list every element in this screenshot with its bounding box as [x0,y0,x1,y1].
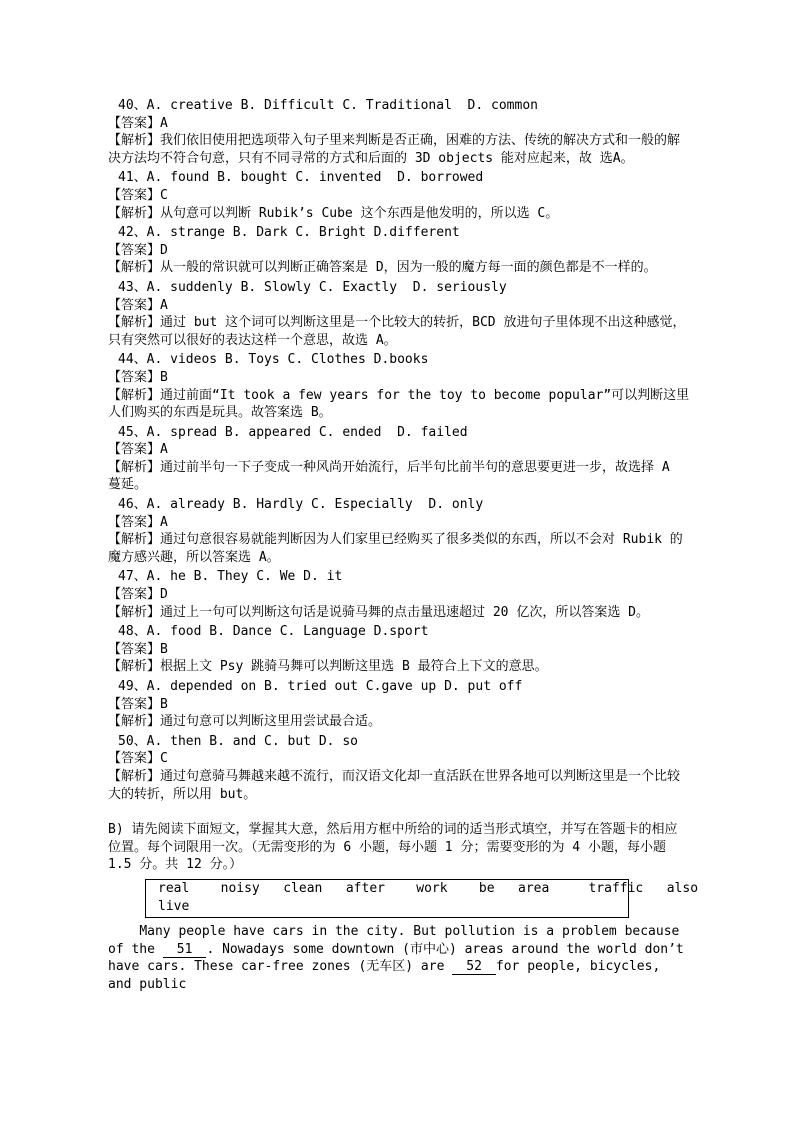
question-options-line: 44、A. videos B. Toys C. Clothes D.books [118,352,429,368]
answer-label: 【答案】 [108,514,161,530]
analysis-label: 【解析】 [108,459,161,475]
analysis-label: 【解析】 [108,604,161,620]
analysis-label: 【解析】 [108,768,161,784]
question-options-line: 48、A. food B. Dance C. Language D.sport [118,624,429,640]
analysis-text: 我们依旧使用把选项带入句子里来判断是否正确，困难的方法、传统的解决方式和一般的解决方法均不符合句意，只有不同寻常的方式和后面的 3D objects 能对应起来，故 选A。 [108,133,681,166]
passage-text: for people, bicycles, and public [108,959,669,992]
question-options-line: 45、A. spread B. appeared C. ended D. failed [118,424,468,440]
answer-value: A [160,115,168,131]
analysis-label: 【解析】 [108,714,161,730]
answer-value: A [160,514,168,530]
answer-label: 【答案】 [108,751,161,767]
section-b-instructions: B) 请先阅读下面短文，掌握其大意，然后用方框中所给的词的适当形式填空，并写在答题卡的相应位置。每个词限用一次。（无需变形的为 6 小题，每小题 1 分；需要变形的为 4 小题，每小题 1.5 分。共 12 分。） [108,822,678,873]
question-block-47 [108,568,690,621]
blank-52: 52 [452,959,496,975]
word-bank-box [145,879,699,918]
analysis-text: 通过 but 这个词可以判断这里是一个比较大的转折，BCD 放进句子里体现不出这种感觉，只有突然可以很好的表达这样一个意思，故选 A。 [108,315,686,348]
question-options-line: 40、A. creative B. Difficult C. Traditional D. common [118,98,538,113]
word-bank-row-2: live [158,898,190,914]
question-block-49 [108,678,690,731]
question-block-44 [108,351,690,421]
answer-line [108,187,690,205]
question-block-40 [108,97,690,167]
passage-text: Many people have cars in the city. But pollution is a problem because of the [108,924,688,957]
answer-label: 【答案】 [108,369,161,385]
answer-label: 【答案】 [108,442,161,458]
cloze-passage [108,923,690,993]
answer-line [108,242,690,260]
analysis-text: 根据上文 Psy 跳骑马舞可以判断这里选 B 最符合上下文的意思。 [160,659,548,675]
analysis-label: 【解析】 [108,532,161,548]
analysis-text: 通过前半句一下子变成一种风尚开始流行，后半句比前半句的意思要更进一步，故选择 A 蔓延。 [108,459,670,493]
section-b [108,821,699,993]
answer-value: A [160,297,168,313]
analysis-line [108,658,690,676]
word-bank-row-1: real noisy clean after work be area traffic also [158,880,699,896]
answer-label: 【答案】 [108,115,161,131]
analysis-line [108,132,690,167]
analysis-text: 从一般的常识就可以判断正确答案是 D，因为一般的魔方每一面的颜色都是不一样的。 [160,260,657,276]
analysis-label: 【解析】 [108,315,161,331]
answer-line [108,750,690,768]
blank-51: 51 [163,942,207,958]
question-block-42 [108,224,690,277]
answer-label: 【答案】 [108,187,161,203]
analysis-label: 【解析】 [108,260,161,276]
analysis-line [108,604,690,622]
analysis-line [108,387,690,422]
analysis-line [108,713,690,731]
answer-value: A [160,442,168,458]
question-options-line: 49、A. depended on B. tried out C.gave up D. put off [118,679,523,694]
analysis-text: 从句意可以判断 Rubik’s Cube 这个东西是他发明的，所以选 C。 [160,205,559,221]
answer-label: 【答案】 [108,587,161,603]
analysis-line [108,314,690,349]
analysis-line [108,531,690,566]
question-options-line: 47、A. he B. They C. We D. it [118,569,343,585]
answer-line [108,696,690,714]
answer-value: D [160,242,168,258]
answer-line [108,297,690,315]
analysis-label: 【解析】 [108,659,161,675]
question-options-line: 41、A. found B. bought C. invented D. borrowed [118,170,484,186]
answer-value: B [160,696,168,712]
question-block-41 [108,169,690,222]
analysis-label: 【解析】 [108,133,161,149]
question-block-43 [108,279,690,349]
answer-line [108,369,690,387]
answer-value: C [160,187,168,203]
answer-label: 【答案】 [108,297,161,313]
analysis-line [108,259,690,277]
passage-text: . Nowadays some downtown (市中心) areas around the world don’t have cars. These car-free zones (无车区) are [108,941,692,975]
analysis-text: 通过句意很容易就能判断因为人们家里已经购买了很多类似的东西，所以不会对 Rubik 的魔方感兴趣，所以答案选 A。 [108,532,683,565]
analysis-line [108,205,690,223]
question-options-line: 46、A. already B. Hardly C. Especially D. only [118,497,484,513]
answer-value: B [160,369,168,385]
analysis-line [108,459,690,494]
analysis-text: 通过句意骑马舞越来越不流行，而汉语文化却一直活跃在世界各地可以判断这里是一个比较大的转折，所以用 but。 [108,768,681,802]
answer-line [108,514,690,532]
analysis-line [108,768,690,803]
answer-line [108,441,690,459]
answer-label: 【答案】 [108,641,161,657]
question-options-line: 43、A. suddenly B. Slowly C. Exactly D. seriously [118,279,507,295]
question-block-50 [108,733,690,803]
answer-line [108,115,690,133]
answer-value: C [160,751,168,767]
answer-value: D [160,587,168,603]
answer-value: B [160,641,168,657]
analysis-label: 【解析】 [108,387,161,403]
analysis-text: 通过句意可以判断这里用尝试最合适。 [160,714,382,730]
question-block-45 [108,424,690,494]
analysis-label: 【解析】 [108,205,161,221]
question-options-line: 42、A. strange B. Dark C. Bright D.different [118,225,460,241]
question-options-line: 50、A. then B. and C. but D. so [118,733,358,749]
analysis-text: 通过前面“It took a few years for the toy to become popular”可以判断这里人们购买的东西是玩具。故答案选 B。 [108,387,690,421]
answer-label: 【答案】 [108,696,161,712]
question-block-46 [108,496,690,566]
answer-label: 【答案】 [108,242,161,258]
answer-line [108,586,690,604]
question-block-48 [108,623,690,676]
analysis-text: 通过上一句可以判断这句话是说骑马舞的点击量迅速超过 20 亿次，所以答案选 D。 [160,604,649,620]
answer-line [108,641,690,659]
